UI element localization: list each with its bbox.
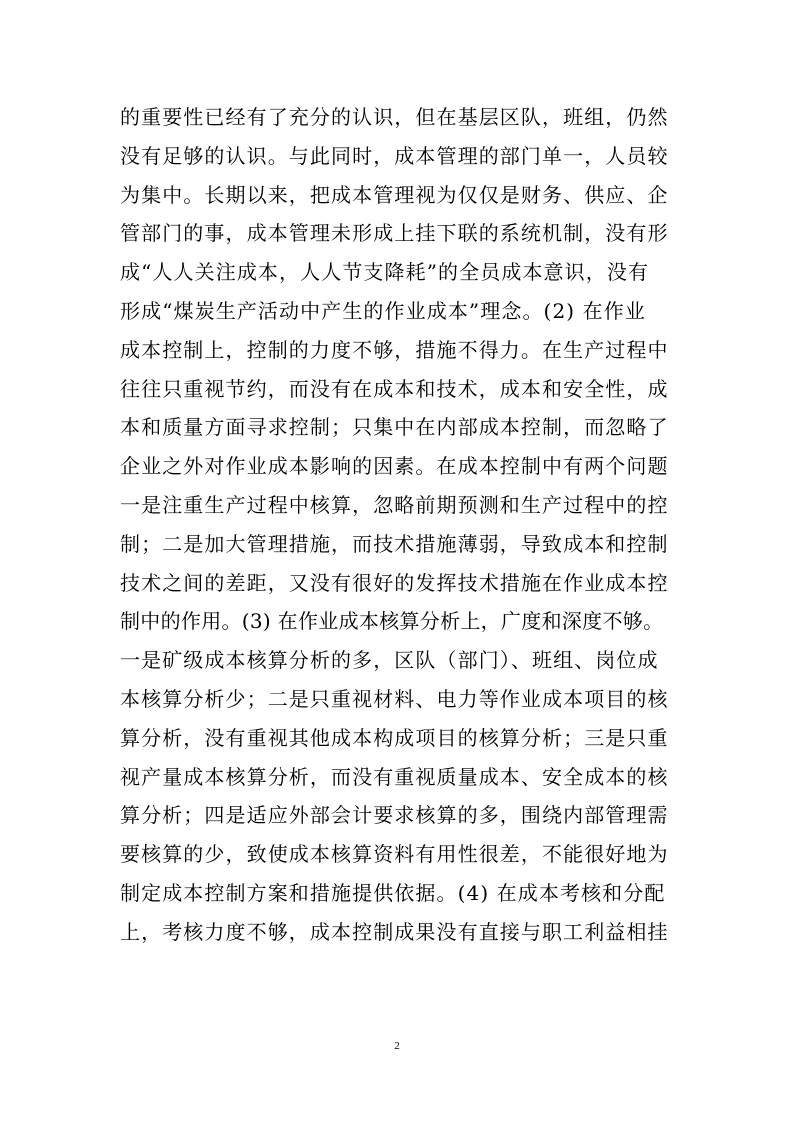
text-line: 成本控制上，控制的力度不够，措施不得力。在生产过程中	[120, 337, 669, 362]
body-text	[120, 98, 680, 952]
text-line: 一是矿级成本核算分析的多，区队（部门）、班组、岗位成	[120, 648, 659, 673]
text-line: 制；二是加大管理措施，而技术措施薄弱，导致成本和控制	[120, 531, 669, 556]
text-line: 制定成本控制方案和措施提供依据。(4) 在成本考核和分配	[120, 880, 666, 905]
text-line: 算分析；四是适应外部会计要求核算的多，围绕内部管理需	[120, 803, 669, 828]
text-line: 视产量成本核算分析，而没有重视质量成本、安全成本的核	[120, 764, 669, 789]
page-number: 2	[394, 1040, 400, 1052]
text-line: 技术之间的差距，又没有很好的发挥技术措施在作业成本控	[120, 570, 669, 595]
text-line: 算分析，没有重视其他成本构成项目的核算分析；三是只重	[120, 725, 669, 750]
text-line: 本和质量方面寻求控制；只集中在内部成本控制，而忽略了	[120, 415, 669, 440]
text-line: 要核算的少，致使成本核算资料有用性很差，不能很好地为	[120, 842, 669, 867]
text-line: 上，考核力度不够，成本控制成果没有直接与职工利益相挂	[120, 919, 669, 944]
text-line: 管部门的事，成本管理未形成上挂下联的系统机制，没有形	[120, 221, 669, 246]
text-line: 本核算分析少；二是只重视材料、电力等作业成本项目的核	[120, 686, 669, 711]
text-line: 一是注重生产过程中核算，忽略前期预测和生产过程中的控	[120, 492, 669, 517]
text-line: 没有足够的认识。与此同时，成本管理的部门单一，人员较	[120, 143, 669, 168]
text-line: 制中的作用。(3) 在作业成本核算分析上，广度和深度不够。	[120, 609, 664, 634]
text-line: 为集中。长期以来，把成本管理视为仅仅是财务、供应、企	[120, 182, 669, 207]
text-line: 成“人人关注成本，人人节支降耗”的全员成本意识，没有	[120, 260, 650, 285]
text-line: 形成“煤炭生产活动中产生的作业成本”理念。(2) 在作业	[120, 298, 646, 323]
text-line: 的重要性已经有了充分的认识，但在基层区队，班组，仍然	[120, 105, 669, 129]
text-line: 往往只重视节约，而没有在成本和技术，成本和安全性，成	[120, 376, 669, 401]
text-line: 企业之外对作业成本影响的因素。在成本控制中有两个问题	[120, 454, 669, 479]
